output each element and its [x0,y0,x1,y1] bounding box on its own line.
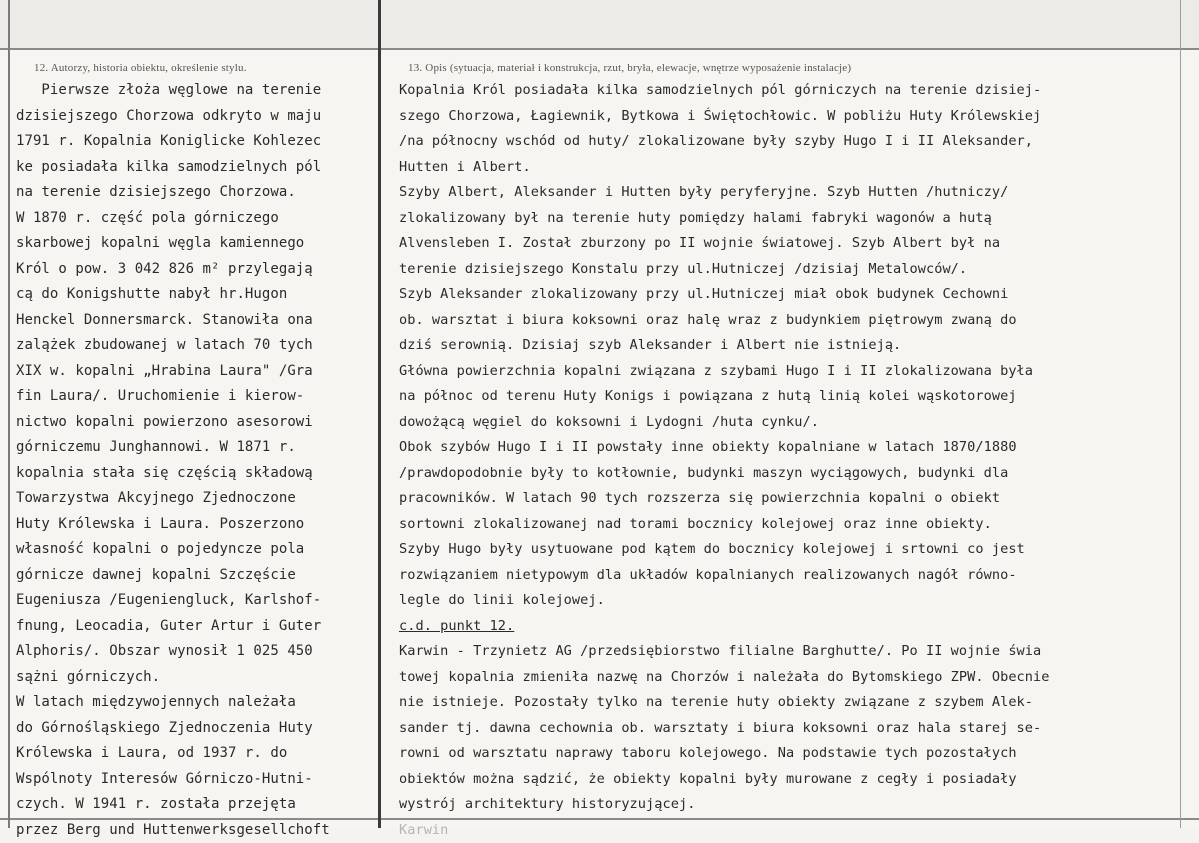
text-line: Główna powierzchnia kopalni związana z szybami Hugo I i II zlokalizowana była [399,359,1179,385]
text-line: nictwo kopalni powierzono asesorowi [16,410,376,436]
text-line: XIX w. kopalni „Hrabina Laura" /Gra [16,359,376,385]
right-rule [1180,0,1181,828]
text-line: Wspólnoty Interesów Górniczo-Hutni- [16,767,376,793]
continuation-note-text: c.d. punkt 12. [399,618,514,634]
text-line: wystrój architektury historyzującej. [399,792,1179,818]
text-line: skarbowej kopalni węgla kamiennego [16,231,376,257]
text-line: /prawdopodobnie były to kotłownie, budynki maszyn wyciągowych, budynki dla [399,461,1179,487]
text-line: zlokalizowany był na terenie huty pomiędzy halami fabryki wagonów a hutą [399,206,1179,232]
text-line: pracowników. W latach 90 tych rozszerza się powierzchnia kopalni o obiekt [399,486,1179,512]
text-line: cą do Konigshutte nabył hr.Hugon [16,282,376,308]
text-line: fnung, Leocadia, Guter Artur i Guter [16,614,376,640]
text-line: towej kopalnia zmieniła nazwę na Chorzów i należała do Bytomskiego ZPW. Obecnie [399,665,1179,691]
text-line: górniczemu Junghannowi. W 1871 r. [16,435,376,461]
text-line: Kopalnia Król posiadała kilka samodzielnych pól górniczych na terenie dzisiej- [399,78,1179,104]
text-line: legle do linii kolejowej. [399,588,1179,614]
column-divider [378,0,381,828]
text-line: /na północny wschód od huty/ zlokalizowane były szyby Hugo I i II Aleksander, [399,129,1179,155]
text-line: zalążek zbudowanej w latach 70 tych [16,333,376,359]
top-rule [0,48,1199,50]
text-line: na północ od terenu Huty Konigs i powiązana z hutą linią kolei wąskotorowej [399,384,1179,410]
text-line: W 1870 r. część pola górniczego [16,206,376,232]
section-13-heading: 13. Opis (sytuacja, materiał i konstrukcja, rzut, bryła, elewacje, wnętrze wyposażenie instalacje) [408,62,851,74]
text-line: własność kopalni o pojedyncze pola [16,537,376,563]
section-12-heading: 12. Autorzy, historia obiektu, określenie stylu. [34,62,247,74]
text-line: nie istnieje. Pozostały tylko na terenie huty obiekty związane z szybem Alek- [399,690,1179,716]
history-column [16,78,376,843]
text-line: kopalnia stała się częścią składową [16,461,376,487]
text-line: Obok szybów Hugo I i II powstały inne obiekty kopalniane w latach 1870/1880 [399,435,1179,461]
text-line: fin Laura/. Uruchomienie i kierow- [16,384,376,410]
text-line: sążni górniczych. [16,665,376,691]
text-line: czych. W 1941 r. została przejęta [16,792,376,818]
text-line: Król o pow. 3 042 826 m² przylegają [16,257,376,283]
text-line: Królewska i Laura, od 1937 r. do [16,741,376,767]
text-line: 1791 r. Kopalnia Koniglicke Kohlezec [16,129,376,155]
text-line: Alphoris/. Obszar wynosił 1 025 450 [16,639,376,665]
left-rule [8,0,10,828]
text-line: górnicze dawnej kopalni Szczęście [16,563,376,589]
text-line: sander tj. dawna cechownia ob. warsztaty i biura koksowni oraz hala starej se- [399,716,1179,742]
text-line: obiektów można sądzić, że obiekty kopalni były murowane z cegły i posiadały [399,767,1179,793]
text-line: rozwiązaniem nietypowym dla układów kopalnianych realizowanych nagół równo- [399,563,1179,589]
continuation-note [399,614,1179,640]
text-line: dzisiejszego Chorzowa odkryto w maju [16,104,376,130]
text-line: ke posiadała kilka samodzielnych pól [16,155,376,181]
text-line: dowożącą węgiel do koksowni i Lydogni /huta cynku/. [399,410,1179,436]
text-line: Szyby Albert, Aleksander i Hutten były peryferyjne. Szyb Hutten /hutniczy/ [399,180,1179,206]
text-line: Karwin - Trzynietz AG /przedsiębiorstwo filialne Barghutte/. Po II wojnie świa [399,639,1179,665]
description-column [399,78,1179,843]
text-line: Alvensleben I. Został zburzony po II wojnie światowej. Szyb Albert był na [399,231,1179,257]
text-line: Szyb Aleksander zlokalizowany przy ul.Hutniczej miał obok budynek Cechowni [399,282,1179,308]
text-line: sortowni zlokalizowanej nad torami bocznicy kolejowej oraz inne obiekty. [399,512,1179,538]
text-line: dziś serownią. Dzisiaj szyb Aleksander i Albert nie istnieją. [399,333,1179,359]
text-line: Towarzystwa Akcyjnego Zjednoczone [16,486,376,512]
text-line: ob. warsztat i biura koksowni oraz halę wraz z budynkiem piętrowym zwaną do [399,308,1179,334]
faded-overflow-text: Karwin [399,818,1179,843]
text-line: Szyby Hugo były usytuowane pod kątem do bocznicy kolejowej i srtowni co jest [399,537,1179,563]
text-line: Huty Królewska i Laura. Poszerzono [16,512,376,538]
text-line: Henckel Donnersmarck. Stanowiła ona [16,308,376,334]
text-line: na terenie dzisiejszego Chorzowa. [16,180,376,206]
text-line: Hutten i Albert. [399,155,1179,181]
text-line: rowni od warsztatu naprawy taboru kolejowego. Na podstawie tych pozostałych [399,741,1179,767]
text-line: W latach międzywojennych należała [16,690,376,716]
text-line: do Górnośląskiego Zjednoczenia Huty [16,716,376,742]
text-line: Eugeniusza /Eugeniengluck, Karlshof- [16,588,376,614]
text-line: szego Chorzowa, Łagiewnik, Bytkowa i Świętochłowic. W pobliżu Huty Królewskiej [399,104,1179,130]
text-line: Pierwsze złoża węglowe na terenie [16,78,376,104]
text-line: terenie dzisiejszego Konstalu przy ul.Hutniczej /dzisiaj Metalowców/. [399,257,1179,283]
top-margin-strip [0,0,1199,48]
text-line: przez Berg und Huttenwerksgesellchoft [16,818,376,843]
